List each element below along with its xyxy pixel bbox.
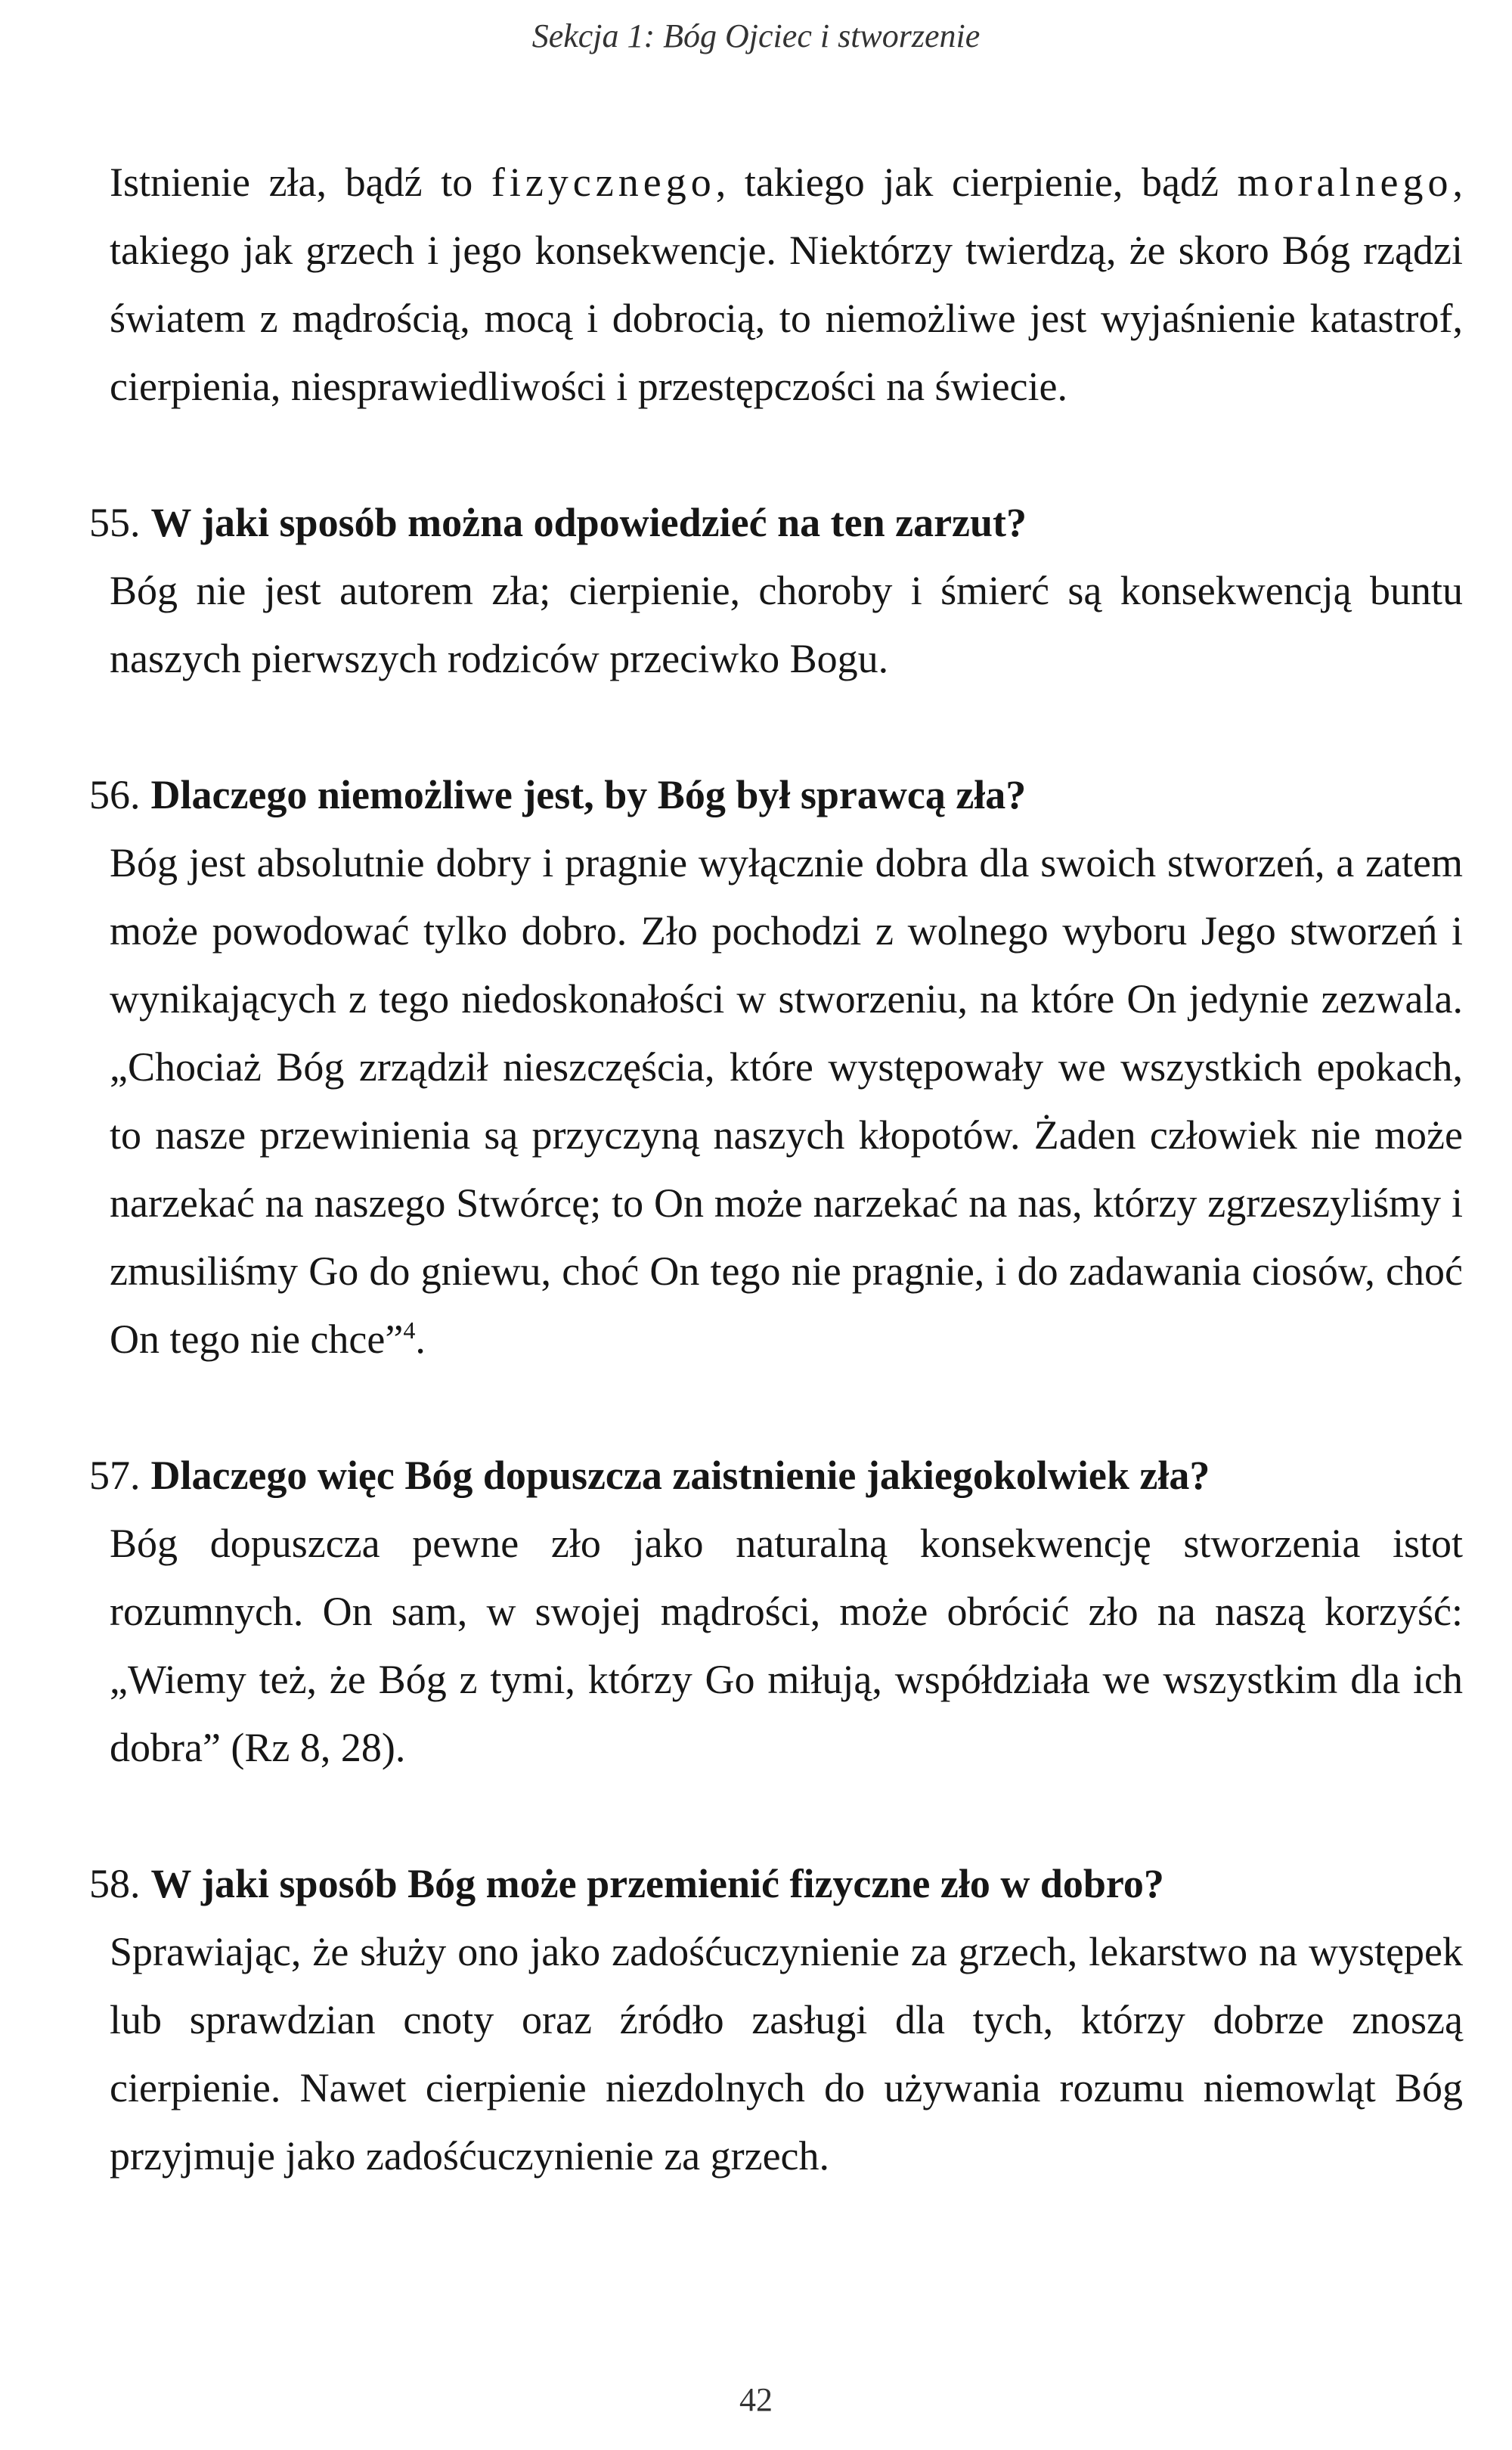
intro-text-3: , takiego jak grzech i jego konsekwencje. Niektórzy twierdzą, że skoro Bóg rządzi światem z mądrością, mocą i dobrocią, to niemożliwe jest wyjaśnienie katastrof, cierpienia, niesprawiedliwości i przestępczości na świecie.	[110, 160, 1463, 409]
question-text: Dlaczego niemożliwe jest, by Bóg był sprawcą zła?	[150, 772, 1027, 817]
question-text: W jaki sposób Bóg może przemienić fizyczne zło w dobro?	[150, 1861, 1164, 1906]
question-number: 55.	[89, 500, 141, 545]
answer-text: Sprawiając, że służy ono jako zadośćuczynienie za grzech, lekarstwo na występek lub sprawdzian cnoty oraz źródło zasługi dla tych, którzy dobrze znoszą cierpienie. Nawet cierpienie niezdolnych do używania rozumu niemowląt Bóg przyjmuje jako zadośćuczynienie za grzech.	[110, 1929, 1463, 2179]
page-content	[89, 148, 1463, 2190]
footnote-reference: 4	[403, 1316, 416, 1344]
qa-section-57	[89, 1441, 1463, 1782]
question-text: W jaki sposób można odpowiedzieć na ten zarzut?	[150, 500, 1027, 545]
question-number: 57.	[89, 1453, 141, 1498]
term-moral: moralnego	[1237, 160, 1453, 205]
question-heading	[89, 761, 1463, 829]
answer-end: .	[415, 1316, 426, 1362]
intro-text-2: , takiego jak cierpienie, bądź	[715, 160, 1238, 205]
answer-text: Bóg dopuszcza pewne zło jako naturalną konsekwencję stworzenia istot rozumnych. On sam, w swojej mądrości, może obrócić zło na naszą korzyść: „Wiemy też, że Bóg z tymi, którzy Go miłują, współdziała we wszystkim dla ich dobra” (Rz 8, 28).	[110, 1521, 1463, 1770]
intro-text-1: Istnienie zła, bądź to	[110, 160, 491, 205]
answer-text: Bóg jest absolutnie dobry i pragnie wyłącznie dobra dla swoich stworzeń, a zatem może powodować tylko dobro. Zło pochodzi z wolnego wyboru Jego stworzeń i wynikających z tego niedoskonałości w stworzeniu, na które On jedynie zezwala. „Chociaż Bóg zrządził nieszczęścia, które występowały we wszystkich epokach, to nasze przewinienia są przyczyną naszych kłopotów. Żaden człowiek nie może narzekać na naszego Stwórcę; to On może narzekać na nas, którzy zgrzeszyliśmy i zmusiliśmy Go do gniewu, choć On tego nie pragnie, i do zadawania ciosów, choć On tego nie chce”	[110, 840, 1463, 1362]
question-heading	[89, 488, 1463, 557]
qa-section-58	[89, 1850, 1463, 2190]
question-text: Dlaczego więc Bóg dopuszcza zaistnienie jakiegokolwiek zła?	[150, 1453, 1210, 1498]
question-heading	[89, 1850, 1463, 1918]
question-number: 58.	[89, 1861, 141, 1906]
question-number: 56.	[89, 772, 141, 817]
qa-section-56	[89, 761, 1463, 1373]
answer-paragraph	[110, 829, 1463, 1373]
term-physical: fizycznego	[491, 160, 716, 205]
answer-text: Bóg nie jest autorem zła; cierpienie, choroby i śmierć są konsekwencją buntu naszych pierwszych rodziców przeciwko Bogu.	[110, 568, 1463, 681]
running-header: Sekcja 1: Bóg Ojciec i stworzenie	[531, 17, 981, 54]
qa-section-55	[89, 488, 1463, 693]
question-heading	[89, 1441, 1463, 1509]
intro-paragraph	[110, 148, 1463, 420]
page-number: 42	[739, 2381, 773, 2418]
